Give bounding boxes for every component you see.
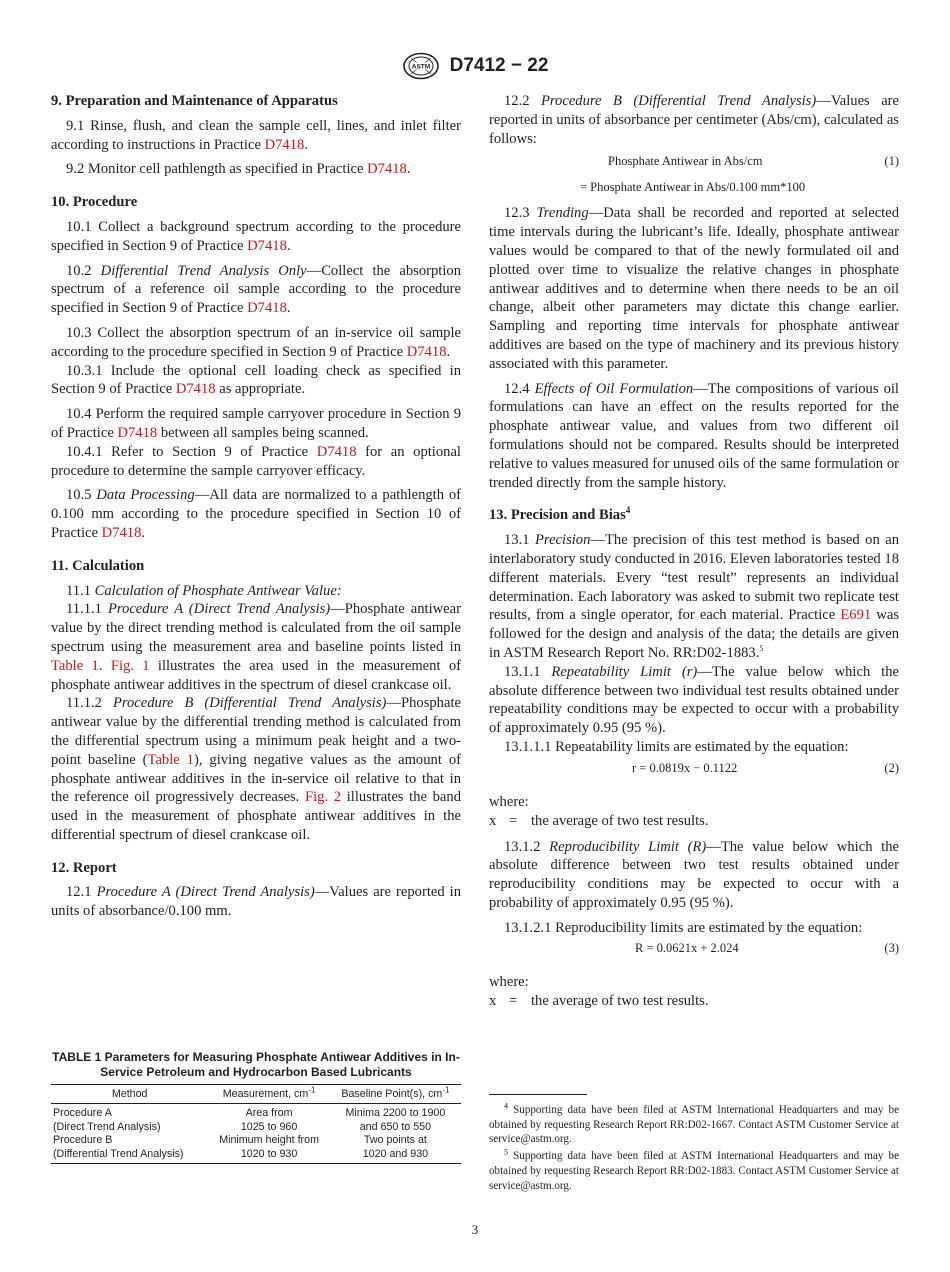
para-10-5: 10.5 Data Processing—All data are normalized to a pathlength of 0.100 mm according to the procedure specified in Section 10 of Practice D7418. <box>51 487 462 541</box>
equation-1-number: (1) <box>884 154 899 169</box>
section-9-title: 9. Preparation and Maintenance of Apparatus <box>51 93 338 109</box>
link-d7418[interactable]: D7418 <box>101 524 142 541</box>
para-11-1-1: 11.1.1 Procedure A (Direct Trend Analysis)—Phosphate antiwear value by the direct trending method is calculated from the oil sample spectrum using the measurement area and baseline points listed in Table 1. Fig. 1 illustrates the area used in the measurement of phosphate antiwear additives in the spectrum of diesel crankcase oil. <box>51 601 461 693</box>
para-12-3: 12.3 Trending—Data shall be recorded and reported at selected time intervals during the lubricant’s life. Ideally, phosphate antiwear values would be compared to that of the newly formulated oil and plotted over time to visualize the relative changes in phosphate antiwear additives and to determine when there needs to be an oil change, albeit other parameters may dictate this change earlier. Sampling and reporting time intervals for phosphate antiwear additives are based on the type of machinery and its previous history associated with this parameter. <box>489 205 899 372</box>
page-number: 3 <box>471 1222 479 1237</box>
link-d7418[interactable]: D7418 <box>247 237 287 254</box>
section-12-title: 12. Report <box>51 859 117 876</box>
para-9-2: 9.2 Monitor cell pathlength as specified in Practice D7418. <box>66 161 411 178</box>
table-1 <box>51 1050 461 1164</box>
svg-text:ASTM: ASTM <box>411 63 430 71</box>
right-column <box>489 92 899 1012</box>
variable-definition-2: x = the average of two test results. <box>489 993 709 1010</box>
para-10-4-1: 10.4.1 Refer to Section 9 of Practice D7418 for an optional procedure to determine the sample carryover efficacy. <box>51 443 461 479</box>
para-10-3: 10.3 Collect the absorption spectrum of an in-service oil sample according to the procedure specified in Section 9 of Practice D7418. <box>51 324 461 360</box>
link-d7418[interactable]: D7418 <box>117 424 158 441</box>
equation-1-rhs: = Phosphate Antiwear in Abs/0.100 mm*100 <box>580 180 806 195</box>
para-13-1: 13.1 Precision—The precision of this test method is based on an interlaboratory study conducted in 2016. Eleven laboratories tested 18 different materials. Every “test result” represents an individual determination. Each laboratory was asked to submit two replicate test results, from a single operator, for each material. Practice E691 was followed for the design and analysis of the data; the details are given in ASTM Research Report No. RR:D02-1883.$^5$ <box>489 532 899 661</box>
where-label-1: where: <box>489 793 529 810</box>
section-11-title: 11. Calculation <box>51 557 145 574</box>
variable-definition-1: x = the average of two test results. <box>489 812 709 829</box>
link-e691[interactable]: E691 <box>840 607 872 624</box>
footnotes <box>489 1103 899 1193</box>
para-10-4: 10.4 Perform the required sample carryover procedure in Section 9 of Practice D7418 between all samples being scanned. <box>51 406 461 441</box>
footnote-ref-4[interactable]: 4 <box>625 505 631 516</box>
table-row: (Direct Trend Analysis) 1025 to 960 and 650 to 550 <box>53 1120 432 1133</box>
link-fig-2[interactable]: Fig. 2 <box>305 789 342 806</box>
link-d7418[interactable]: D7418 <box>247 300 287 317</box>
para-11-1-2: 11.1.2 Procedure B (Differential Trend Analysis)—Phosphate antiwear value by the differential trending method is calculated from the differential spectrum using a minimum peak height and a two-point baseline (Table 1), giving negative values as the amount of phosphate antiwear additives in the in-service oil relative to that in the reference oil progressively decreases. Fig. 2 illustrates the band used in the measurement of phosphate antiwear additives in the differential spectrum of diesel crankcase oil. <box>51 695 462 843</box>
para-13-1-2: 13.1.2 Reproducibility Limit (R)—The value below which the absolute difference between two test results obtained under reproducibility conditions may be expected to occur with a probability of approximately 0.95 (95 %). <box>489 838 899 911</box>
where-label-2: where: <box>489 974 529 991</box>
link-d7418[interactable]: D7418 <box>406 343 447 360</box>
equation-2: r = 0.0819x − 0.1122 (2) <box>632 760 899 775</box>
link-d7418[interactable]: D7418 <box>175 381 216 398</box>
left-column <box>51 92 461 921</box>
para-10-3-1: 10.3.1 Include the optional cell loading check as specified in Section 9 of Practice D7418 as appropriate. <box>51 362 461 398</box>
equation-3-number: (3) <box>884 941 899 956</box>
document-id: D7412 − 22 <box>449 55 549 76</box>
equation-3: R = 0.0621x + 2.024 (3) <box>635 941 899 956</box>
para-12-2: 12.2 Procedure B (Differential Trend Analysis)—Values are reported in units of absorbance per centimeter (Abs/cm), calculated as follows: <box>489 93 900 147</box>
footnote-divider <box>489 1094 587 1095</box>
table-header-method: Method <box>51 1085 208 1104</box>
equation-1: Phosphate Antiwear in Abs/cm (1) <box>608 154 899 169</box>
para-12-1: 12.1 Procedure A (Direct Trend Analysis)—Values are reported in units of absorbance/0.100 mm. <box>51 884 462 920</box>
footnote-4: $^4$ Supporting data have been filed at ASTM International Headquarters and may be obtained by requesting Research Report RR:D02-1667. Contact ASTM Customer Service at service@astm.org. <box>489 1101 899 1146</box>
table-header-measurement: Measurement, $cm^{-1}$ <box>208 1085 329 1104</box>
para-10-2: 10.2 Differential Trend Analysis Only—Collect the absorption spectrum of a reference oil sample according to the procedure specified in Section 9 of Practice D7418. <box>51 262 462 317</box>
para-10-1: 10.1 Collect a background spectrum according to the procedure specified in Section 9 of Practice D7418. <box>51 218 461 254</box>
table-1-title: TABLE 1 Parameters for Measuring Phosphate Antiwear Additives in In-Service Petroleum and Hydrocarbon Based Lubricants <box>52 1050 460 1079</box>
para-12-4: 12.4 Effects of Oil Formulation—The compositions of various oil formulations can have an effect on the results reported for the phosphate antiwear value, and values from two different oil formulations should not be compared. Results should be interpreted relative to values measured for unused oils of the same formulation or trended directly from the sample history. <box>489 380 899 491</box>
para-13-1-2-1: 13.1.2.1 Reproducibility limits are estimated by the equation: <box>504 919 863 936</box>
footnote-ref-5[interactable]: 5 <box>759 644 764 654</box>
para-11-1: 11.1 Calculation of Phosphate Antiwear Value: <box>66 582 342 599</box>
para-13-1-1: 13.1.1 Repeatability Limit (r)—The value below which the absolute difference between two individual test results obtained under repeatability conditions may be expected to occur with a probability of approximately 0.95 (95 %). <box>489 663 899 737</box>
equation-2-number: (2) <box>884 760 899 775</box>
link-d7418[interactable]: D7418 <box>367 161 407 178</box>
table-1-grid <box>51 1084 461 1164</box>
table-header-baseline: Baseline Point(s), $cm^{-1}$ <box>330 1085 461 1104</box>
astm-logo-icon <box>402 52 440 80</box>
link-d7418[interactable]: D7418 <box>264 136 305 153</box>
link-fig-1[interactable]: Fig. 1 <box>110 657 150 674</box>
link-table-1[interactable]: Table 1 <box>147 751 194 768</box>
section-10-title: 10. Procedure <box>51 194 138 211</box>
link-d7418[interactable]: D7418 <box>316 443 357 460</box>
link-table-1[interactable]: Table 1 <box>51 657 99 674</box>
section-13-title: 13. Precision and Bias$^4$ <box>489 505 631 524</box>
para-13-1-1-1: 13.1.1.1 Repeatability limits are estimated by the equation: <box>504 738 849 755</box>
page-header <box>0 52 950 80</box>
para-9-1: 9.1 Rinse, flush, and clean the sample cell, lines, and inlet filter according to instructions in Practice D7418. <box>51 117 461 153</box>
table-row: Procedure B Minimum height from Two points at <box>53 1134 427 1146</box>
footnote-5: $^5$ Supporting data have been filed at ASTM International Headquarters and may be obtained by requesting Research Report RR:D02-1883. Contact ASTM Customer Service at service@astm.org. <box>489 1147 899 1192</box>
table-row: Procedure A Area from Minima 2200 to 1900 <box>53 1107 446 1119</box>
table-row: (Differential Trend Analysis) 1020 to 930 1020 and 930 <box>51 1148 461 1164</box>
